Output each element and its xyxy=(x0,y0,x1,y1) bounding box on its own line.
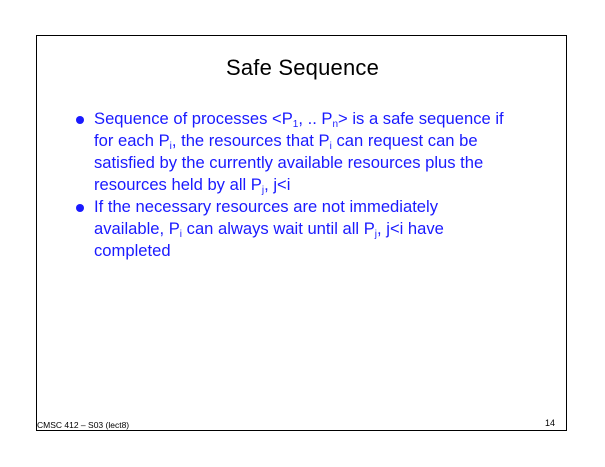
subscript: j xyxy=(374,229,378,240)
bullet-item xyxy=(72,196,512,262)
bullet-text: If the necessary resources are not immediately available, $P_i$ can always wait until all $P_j$, j<i have completed xyxy=(94,197,444,260)
subscript: i xyxy=(329,141,332,152)
subscript: n xyxy=(332,119,339,130)
slide-title: Safe Sequence xyxy=(225,55,380,80)
bullet-list xyxy=(72,108,512,262)
subscript: j xyxy=(261,185,265,196)
subscript: i xyxy=(179,229,183,240)
subscript: i xyxy=(169,141,172,152)
bullet-dot-icon xyxy=(76,116,84,124)
bullet-item xyxy=(72,108,512,196)
bullet-dot-icon xyxy=(76,204,84,212)
bullet-text: Sequence of processes $<P_1$, .. $P_n>$ is a safe sequence if for each $P_i$, the resources that $P_i$ can request can be satisfied by the currently available resources plus the resources held by all $P_j$, j<i xyxy=(94,109,504,196)
page-number: 14 xyxy=(544,418,555,428)
footer-course: CMSC 412 – S03 (lect8) xyxy=(37,420,130,430)
subscript: 1 xyxy=(292,119,299,130)
